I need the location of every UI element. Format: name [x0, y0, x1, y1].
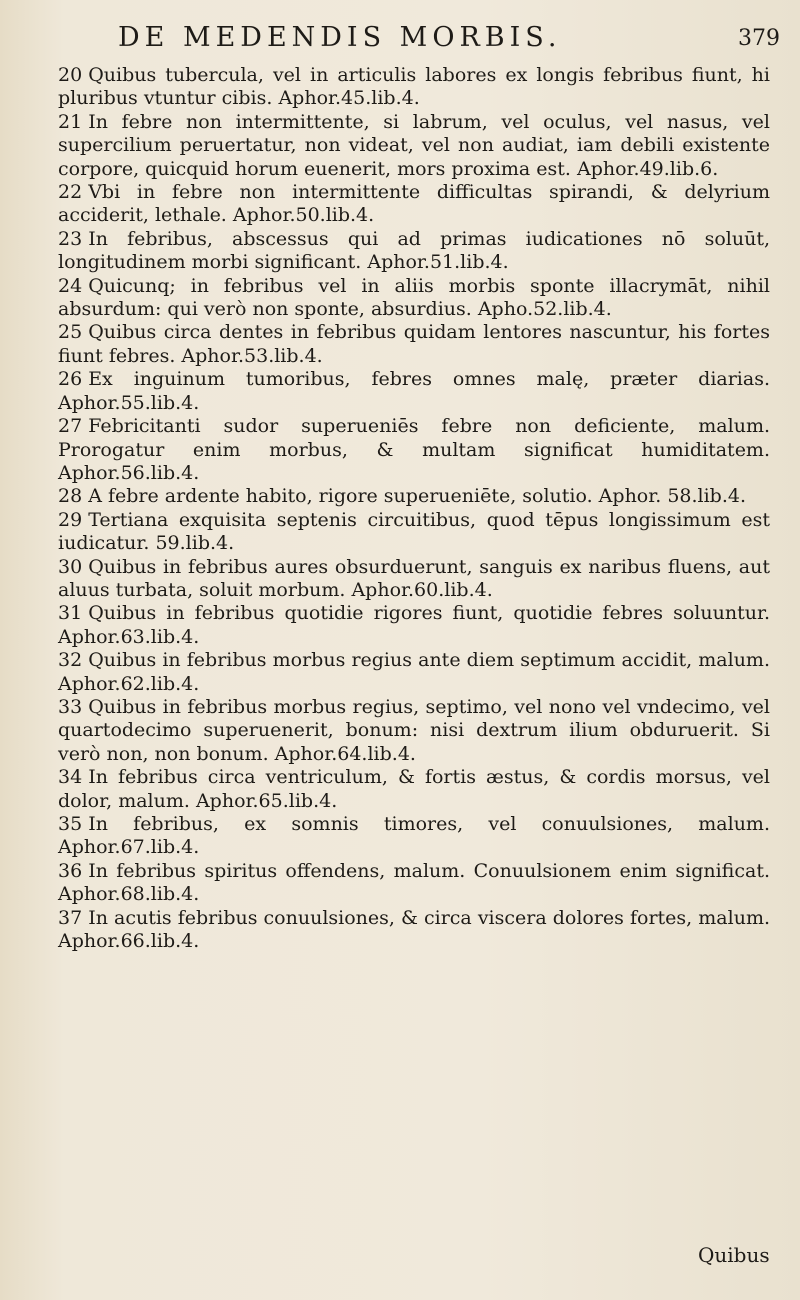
aphorism-entry	[58, 321, 770, 368]
aphorism-text: In febribus spiritus offendens, malum. Conuulsionem enim significat. Aphor.68.lib.4.	[58, 859, 770, 906]
aphorism-text: In febribus circa ventriculum, & fortis æstus, & cordis morsus, vel dolor, malum. Aphor.65.lib.4.	[58, 766, 770, 812]
aphorism-entry	[58, 64, 770, 111]
aphorism-text: Quibus tubercula, vel in articulis labores ex longis febribus fiunt, hi pluribus vtuntur cibis. Aphor.45.lib.4.	[58, 64, 770, 110]
aphorism-entry	[58, 813, 770, 860]
aphorism-number: 36	[58, 859, 83, 882]
aphorism-text: In febribus, abscessus qui ad primas iudicationes nō soluūt, longitudinem morbi significant. Aphor.51.lib.4.	[58, 227, 770, 274]
page-number: 379	[738, 26, 780, 51]
aphorism-text: Vbi in febre non intermittente difficultas spirandi, & delyrium acciderit, lethale. Aphor.50.lib.4.	[58, 181, 770, 227]
aphorism-number: 33	[58, 695, 83, 718]
catchword: Quibus	[698, 1243, 770, 1267]
aphorism-text: Febricitanti sudor superueniēs febre non deficiente, malum. Prorogatur enim morbus, & multam significat humiditatem. Aphor.56.lib.4.	[58, 415, 770, 484]
aphorism-number: 28	[58, 485, 83, 508]
aphorism-entry	[58, 649, 770, 696]
aphorism-text: Tertiana exquisita septenis circuitibus, quod tēpus longissimum est iudicatur. 59.lib.4.	[58, 508, 770, 555]
aphorism-number: 30	[58, 555, 83, 578]
aphorism-text: In febre non intermittente, si labrum, vel oculus, vel nasus, vel supercilium peruertatur, non videat, vel non audiat, iam debili existente corpore, quicquid horum euenerit, mors proxima est. Aphor.49.lib.6.	[58, 110, 770, 180]
aphorism-text: Quibus in febribus aures obsurduerunt, sanguis ex naribus fluens, aut aluus turbata, soluit morbum. Aphor.60.lib.4.	[58, 555, 770, 601]
aphorism-number: 32	[58, 649, 83, 672]
aphorism-number: 23	[58, 227, 83, 250]
aphorism-text: Quicunq; in febribus vel in aliis morbis sponte illacrymāt, nihil absurdum: qui verò non sponte, absurdius. Apho.52.lib.4.	[58, 274, 770, 321]
aphorism-entry	[58, 556, 770, 603]
aphorism-number: 37	[58, 906, 83, 929]
aphorism-list	[58, 64, 770, 953]
aphorism-number: 27	[58, 415, 83, 438]
aphorism-number: 31	[58, 602, 83, 625]
aphorism-number: 35	[58, 813, 83, 835]
aphorism-number: 34	[58, 766, 83, 789]
aphorism-number: 25	[58, 321, 83, 344]
aphorism-entry	[58, 181, 770, 228]
aphorism-entry	[58, 602, 770, 649]
aphorism-entry	[58, 766, 770, 813]
aphorism-text: Quibus in febribus morbus regius ante diem septimum accidit, malum. Aphor.62.lib.4.	[58, 649, 770, 695]
aphorism-text: In febribus, ex somnis timores, vel conuulsiones, malum. Aphor.67.lib.4.	[58, 813, 770, 859]
aphorism-text: In acutis febribus conuulsiones, & circa viscera dolores fortes, malum. Aphor.66.lib.4.	[58, 906, 770, 953]
aphorism-entry	[58, 860, 770, 907]
aphorism-entry	[58, 111, 770, 181]
aphorism-text: Quibus circa dentes in febribus quidam lentores nascuntur, his fortes fiunt febres. Aphor.53.lib.4.	[58, 321, 770, 367]
aphorism-text: Ex inguinum tumoribus, febres omnes malę, præter diarias. Aphor.55.lib.4.	[58, 368, 770, 414]
aphorism-entry	[58, 485, 770, 508]
aphorism-entry	[58, 415, 770, 485]
aphorism-entry	[58, 509, 770, 556]
aphorism-number: 21	[58, 110, 83, 133]
aphorism-text: Quibus in febribus quotidie rigores fiunt, quotidie febres soluuntur. Aphor.63.lib.4.	[58, 602, 770, 648]
aphorism-number: 24	[58, 274, 83, 297]
aphorism-number: 22	[58, 181, 83, 204]
aphorism-entry	[58, 275, 770, 322]
running-head: DE MEDENDIS MORBIS.	[118, 22, 562, 53]
aphorism-entry	[58, 368, 770, 415]
aphorism-entry	[58, 907, 770, 954]
aphorism-text: A febre ardente habito, rigore superueniēte, solutio. Aphor. 58.lib.4.	[88, 485, 747, 508]
aphorism-entry	[58, 696, 770, 766]
aphorism-number: 29	[58, 508, 83, 531]
aphorism-text: Quibus in febribus morbus regius, septimo, vel nono vel vndecimo, vel quartodecimo superuenerit, bonum: nisi dextrum ilium obduruerit. Si verò non, non bonum. Aphor.64.lib.4.	[58, 695, 770, 765]
aphorism-number: 26	[58, 368, 83, 391]
aphorism-entry	[58, 228, 770, 275]
aphorism-number: 20	[58, 64, 83, 86]
